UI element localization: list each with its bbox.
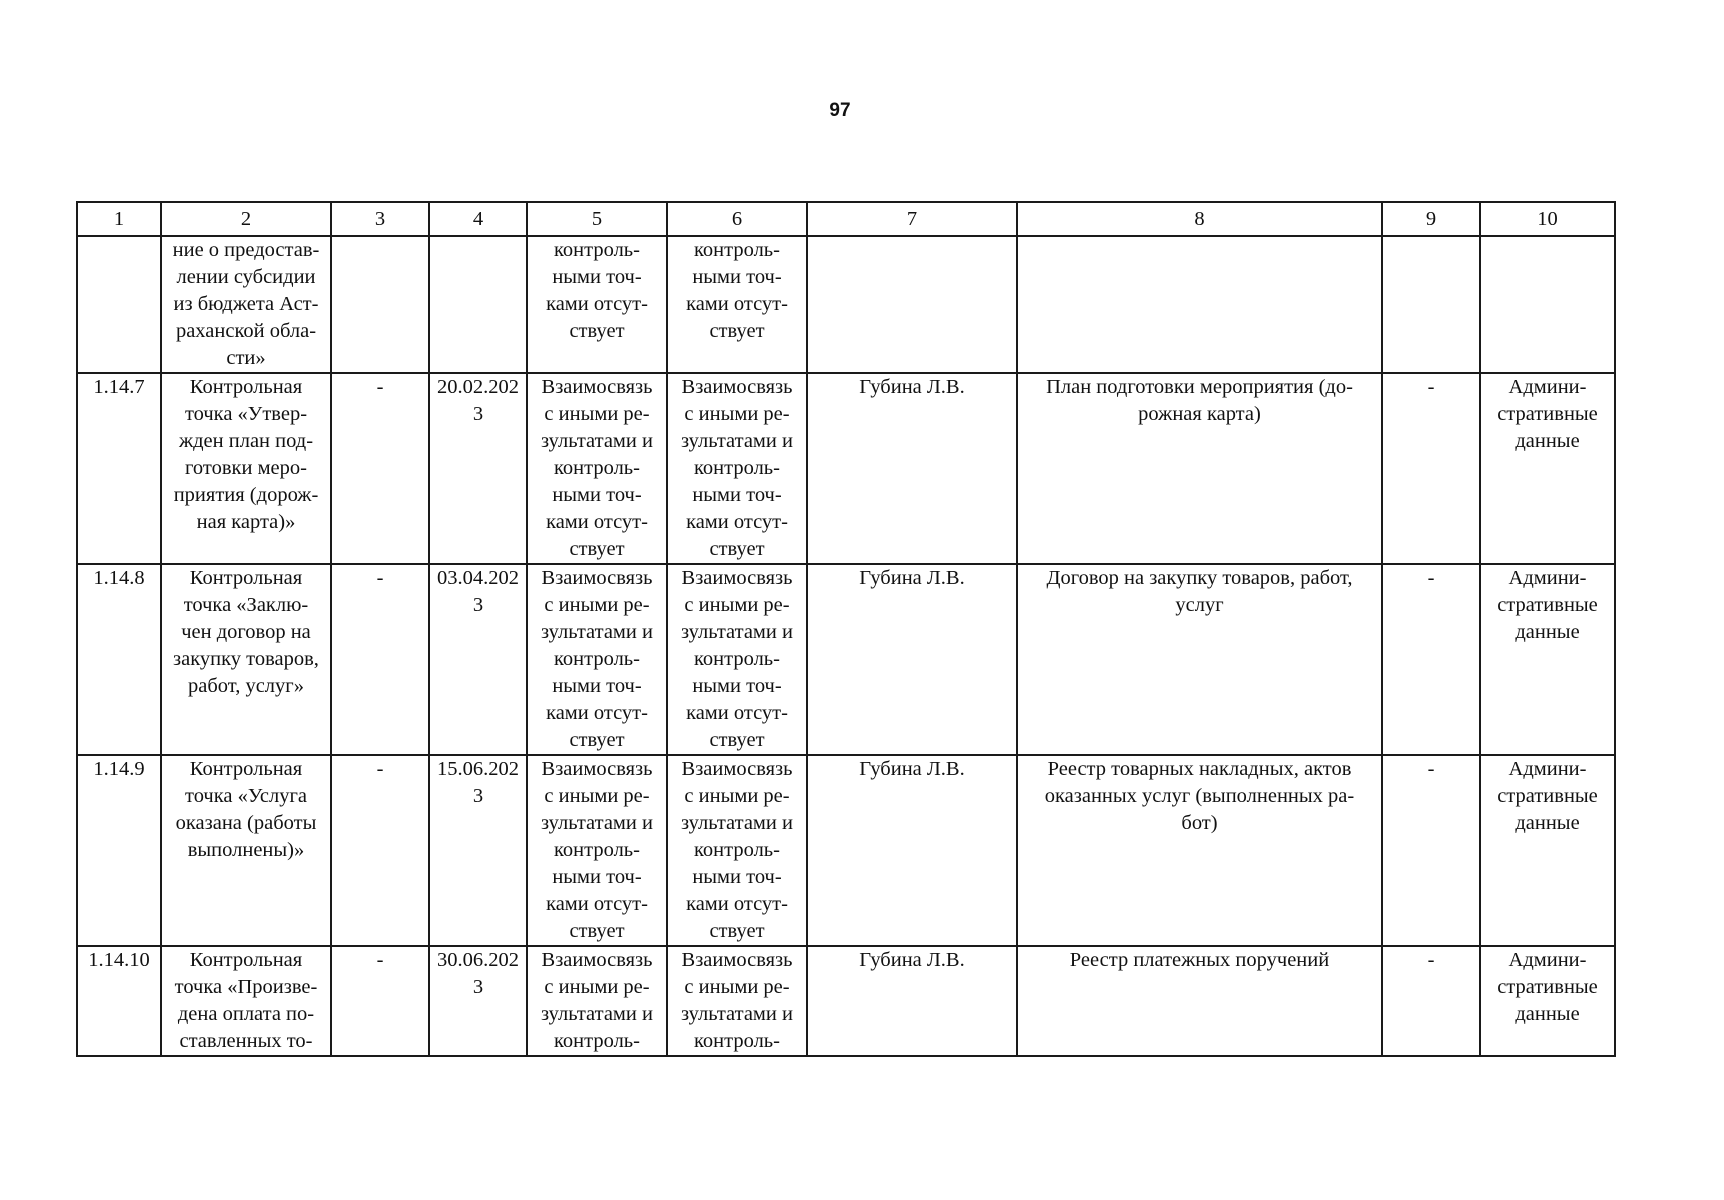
cell-col9: - — [1382, 564, 1480, 755]
data-source: Админи- стративные данные — [1480, 373, 1615, 564]
relation-col5: Взаимосвязь с иными ре- зультатами и контроль- — [527, 946, 667, 1056]
cell-col3: - — [331, 755, 429, 946]
page-number: 97 — [829, 100, 851, 121]
deadline-date: 20.02.2023 — [429, 373, 527, 564]
relation-col6: Взаимосвязь с иными ре- зультатами и контроль- ными точ- ками отсут- ствует — [667, 373, 807, 564]
control-point-title: ние о предостав- лении субсидии из бюджета Аст- раханской обла- сти» — [161, 236, 331, 373]
control-points-table — [76, 201, 1616, 1057]
data-source — [1480, 236, 1615, 373]
deadline-date: 03.04.2023 — [429, 564, 527, 755]
document-type: Реестр товарных накладных, актов оказанных услуг (выполненных ра- бот) — [1017, 755, 1382, 946]
data-source: Админи- стративные данные — [1480, 946, 1615, 1056]
responsible-person: Губина Л.В. — [807, 373, 1017, 564]
control-point-title: Контрольная точка «Утвер- жден план под- готовки меро- приятия (дорож- ная карта)» — [161, 373, 331, 564]
deadline-date — [429, 236, 527, 373]
column-header-8: 8 — [1017, 202, 1382, 236]
cell-col3: - — [331, 373, 429, 564]
control-point-title: Контрольная точка «Услуга оказана (работы выполнены)» — [161, 755, 331, 946]
cell-col9: - — [1382, 373, 1480, 564]
cell-col3: - — [331, 564, 429, 755]
column-header-7: 7 — [807, 202, 1017, 236]
data-source: Админи- стративные данные — [1480, 755, 1615, 946]
row-number: 1.14.10 — [77, 946, 161, 1056]
relation-col6: Взаимосвязь с иными ре- зультатами и контроль- — [667, 946, 807, 1056]
header-row — [77, 202, 1615, 236]
responsible-person: Губина Л.В. — [807, 946, 1017, 1056]
table-row — [77, 946, 1615, 1056]
relation-col5: Взаимосвязь с иными ре- зультатами и контроль- ными точ- ками отсут- ствует — [527, 755, 667, 946]
relation-col5: Взаимосвязь с иными ре- зультатами и контроль- ными точ- ками отсут- ствует — [527, 564, 667, 755]
responsible-person: Губина Л.В. — [807, 755, 1017, 946]
responsible-person — [807, 236, 1017, 373]
relation-col6: Взаимосвязь с иными ре- зультатами и контроль- ными точ- ками отсут- ствует — [667, 755, 807, 946]
relation-col5: Взаимосвязь с иными ре- зультатами и контроль- ными точ- ками отсут- ствует — [527, 373, 667, 564]
document-type: План подготовки мероприятия (до- рожная карта) — [1017, 373, 1382, 564]
responsible-person: Губина Л.В. — [807, 564, 1017, 755]
document-type: Реестр платежных поручений — [1017, 946, 1382, 1056]
column-header-2: 2 — [161, 202, 331, 236]
deadline-date: 15.06.2023 — [429, 755, 527, 946]
row-number — [77, 236, 161, 373]
data-source: Админи- стративные данные — [1480, 564, 1615, 755]
relation-col6: Взаимосвязь с иными ре- зультатами и контроль- ными точ- ками отсут- ствует — [667, 564, 807, 755]
row-number: 1.14.8 — [77, 564, 161, 755]
cell-col9 — [1382, 236, 1480, 373]
row-number: 1.14.7 — [77, 373, 161, 564]
deadline-date: 30.06.2023 — [429, 946, 527, 1056]
relation-col5: контроль- ными точ- ками отсут- ствует — [527, 236, 667, 373]
column-header-3: 3 — [331, 202, 429, 236]
row-number: 1.14.9 — [77, 755, 161, 946]
relation-col6: контроль- ными точ- ками отсут- ствует — [667, 236, 807, 373]
document-type — [1017, 236, 1382, 373]
column-header-1: 1 — [77, 202, 161, 236]
table-row — [77, 755, 1615, 946]
cell-col3 — [331, 236, 429, 373]
cell-col3: - — [331, 946, 429, 1056]
table-row — [77, 236, 1615, 373]
column-header-9: 9 — [1382, 202, 1480, 236]
control-point-title: Контрольная точка «Произве- дена оплата по- ставленных то- — [161, 946, 331, 1056]
cell-col9: - — [1382, 946, 1480, 1056]
cell-col9: - — [1382, 755, 1480, 946]
table-row — [77, 564, 1615, 755]
document-type: Договор на закупку товаров, работ, услуг — [1017, 564, 1382, 755]
column-header-6: 6 — [667, 202, 807, 236]
control-point-title: Контрольная точка «Заклю- чен договор на закупку товаров, работ, услуг» — [161, 564, 331, 755]
column-header-10: 10 — [1480, 202, 1615, 236]
table-row — [77, 373, 1615, 564]
column-header-5: 5 — [527, 202, 667, 236]
column-header-4: 4 — [429, 202, 527, 236]
